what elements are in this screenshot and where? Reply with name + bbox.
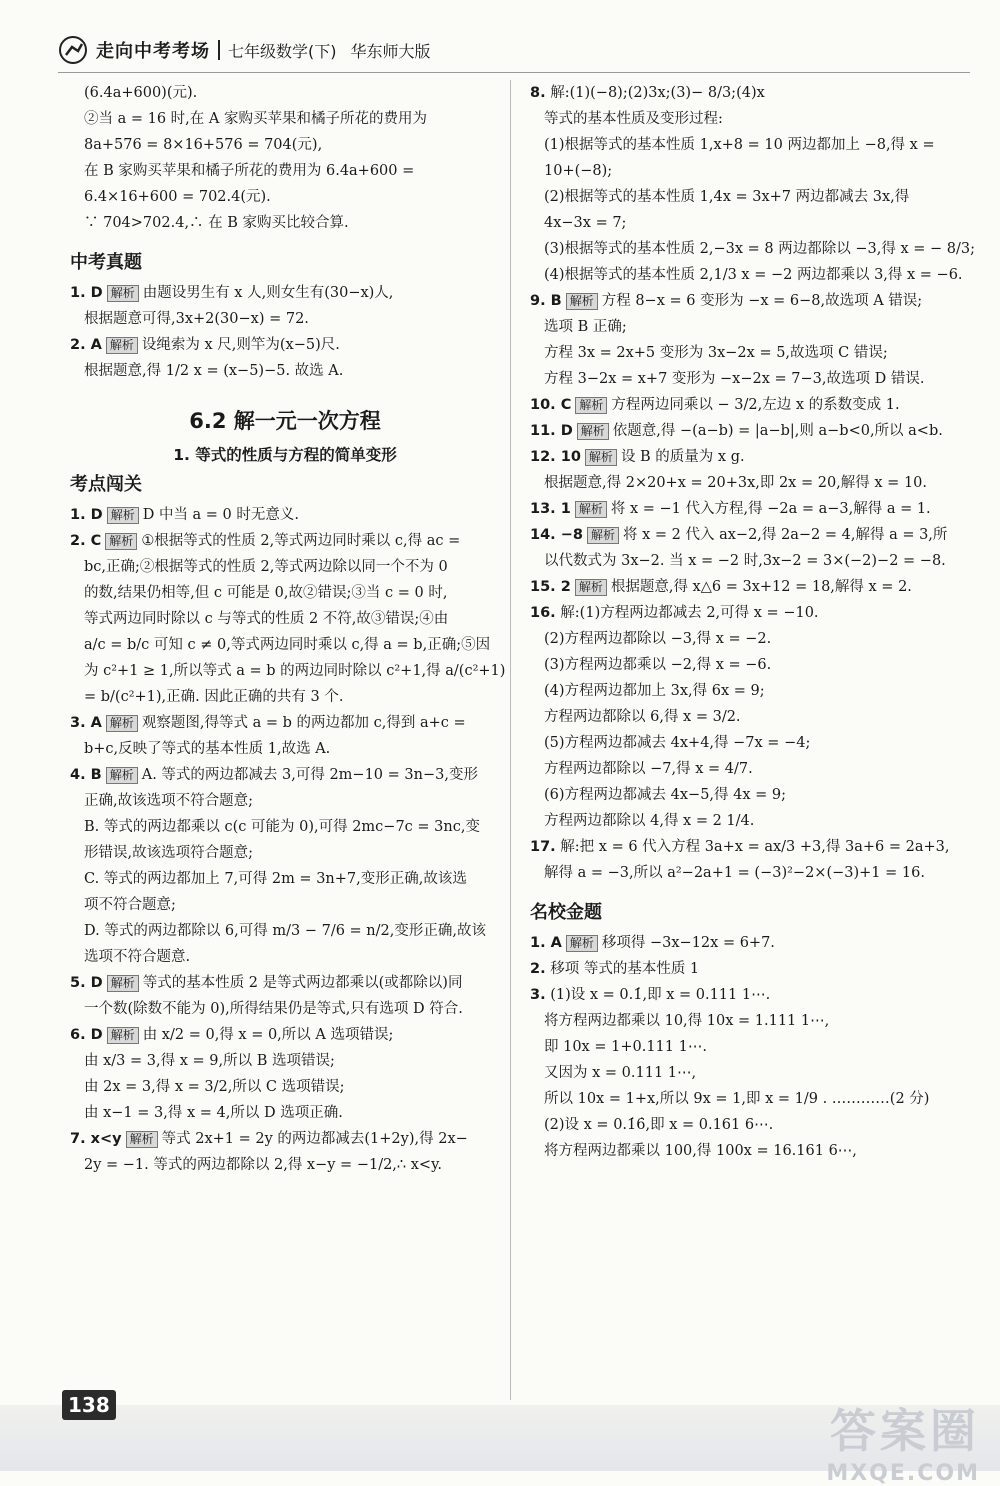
answer-number: 9. B (530, 293, 562, 309)
text-line: 8a+576 = 8×16+576 = 704(元), (84, 137, 323, 153)
answer-item (70, 970, 500, 996)
continued-solution (70, 80, 500, 236)
answer-item (530, 418, 970, 444)
runner-logo-icon (58, 35, 88, 65)
watermark-logo-text: 答案圈 (830, 1404, 980, 1458)
text-line (70, 996, 500, 1022)
text-line (70, 892, 500, 918)
answer-number: 1. D (70, 285, 103, 301)
text-line (530, 678, 970, 704)
text-line (70, 918, 500, 944)
answer-item (530, 392, 970, 418)
answer-number: 7. x<y (70, 1131, 122, 1147)
answer-text: (2)设 x = 0.1̇6̇,即 x = 0.161 6⋯. (544, 1117, 774, 1133)
answer-text: 由 x−1 = 3,得 x = 4,所以 D 选项正确. (84, 1105, 343, 1121)
answer-text: B. 等式的两边都乘以 c(c 可能为 0),可得 2mc−7c = 3nc,变 (84, 819, 480, 835)
answer-number: 16. (530, 605, 556, 621)
answer-text: 依题意,得 −(a−b) = |a−b|,则 a−b<0,所以 a<b. (612, 423, 943, 439)
answer-text: (5)方程两边都减去 4x+4,得 −7x = −4; (544, 735, 811, 751)
text-line (70, 1074, 500, 1100)
answer-text: 移项得 −3x−12x = 6+7. (601, 935, 775, 951)
answer-item (530, 574, 970, 600)
subject-label: 七年级数学(下) (228, 41, 337, 61)
answer-text: (3)方程两边都乘以 −2,得 x = −6. (544, 657, 772, 673)
text-line (70, 944, 500, 970)
answer-text: 设 B 的质量为 x g. (620, 449, 745, 465)
answer-text: 等式 2x+1 = 2y 的两边都减去(1+2y),得 2x− (161, 1131, 468, 1147)
text-line: 根据题意可得,3x+2(30−x) = 72. (84, 311, 309, 327)
text-line (530, 184, 970, 210)
answer-item (530, 956, 970, 982)
answer-text: 选项不符合题意. (84, 949, 191, 965)
text-line (530, 262, 970, 288)
analysis-tag: 解析 (587, 527, 619, 544)
answer-text: 方程两边都除以 −7,得 x = 4/7. (544, 761, 753, 777)
answer-number: 3. (530, 987, 546, 1003)
answer-number: 3. A (70, 715, 102, 731)
answer-number: 17. (530, 839, 556, 855)
answer-text: 移项 等式的基本性质 1 (550, 961, 700, 977)
right-column (530, 80, 975, 1164)
answer-number: 8. (530, 85, 546, 101)
text-line (530, 860, 970, 886)
answer-text: 方程两边都除以 4,得 x = 2 1/4. (544, 813, 755, 829)
answer-text: ①根据等式的性质 2,等式两边同时乘以 c,得 ac = (141, 533, 461, 549)
column-divider (510, 80, 511, 1400)
answer-text: D 中当 a = 0 时无意义. (142, 507, 300, 523)
text-line (530, 236, 975, 262)
answer-text: 又因为 x = 0.111 1⋯, (544, 1065, 697, 1081)
analysis-tag: 解析 (575, 397, 607, 414)
text-line (530, 808, 970, 834)
analysis-tag: 解析 (106, 715, 138, 732)
answer-item (70, 332, 500, 358)
answer-text: 解:(1)(−8);(2)3x;(3)− 8/3;(4)x (550, 85, 765, 101)
analysis-tag: 解析 (107, 975, 139, 992)
answer-number: 2. A (70, 337, 102, 353)
answer-text: (4)方程两边都加上 3x,得 6x = 9; (544, 683, 765, 699)
analysis-tag: 解析 (126, 1131, 158, 1148)
answer-text: 以代数式为 3x−2. 当 x = −2 时,3x−2 = 3×(−2)−2 = −8. (544, 553, 946, 569)
answer-text: 方程两边都除以 6,得 x = 3/2. (544, 709, 741, 725)
answer-text: 的数,结果仍相等,但 c 可能是 0,故②错误;③当 c = 0 时, (84, 585, 448, 601)
answer-text: (1)根据等式的基本性质 1,x+8 = 10 两边都加上 −8,得 x = (544, 137, 935, 153)
text-line (70, 814, 500, 840)
answer-number: 4. B (70, 767, 102, 783)
chapter-title: 6.2 解一元一次方程 (189, 409, 381, 433)
answer-text: 所以 10x = 1+x,所以 9x = 1,即 x = 1/9 . …………(2 分) (544, 1091, 930, 1107)
text-line (530, 314, 970, 340)
answer-text: 解:(1)方程两边都减去 2,可得 x = −10. (560, 605, 819, 621)
text-line (530, 1008, 970, 1034)
answer-number: 13. 1 (530, 501, 571, 517)
text-line (70, 840, 500, 866)
answer-item (530, 930, 970, 956)
answer-text: D. 等式的两边都除以 6,可得 m/3 − 7/6 = n/2,变形正确,故该 (84, 923, 486, 939)
answer-text: 将 x = −1 代入方程,得 −2a = a−3,解得 a = 1. (610, 501, 931, 517)
answer-text: bc,正确;②根据等式的性质 2,等式两边除以同一个不为 0 (84, 559, 448, 575)
publisher-label: 华东师大版 (350, 41, 431, 61)
analysis-tag: 解析 (106, 767, 138, 784)
text-line (70, 658, 506, 684)
answer-number: 1. D (70, 507, 103, 523)
text-line: 6.4×16+600 = 702.4(元). (84, 189, 271, 205)
answer-item (530, 496, 970, 522)
answer-number: 12. 10 (530, 449, 581, 465)
text-line (530, 210, 970, 236)
answer-item (70, 1126, 500, 1152)
text-line (70, 1152, 500, 1178)
analysis-tag: 解析 (575, 579, 607, 596)
text-line (530, 132, 970, 158)
text-line (70, 1100, 500, 1126)
text-line (70, 1048, 500, 1074)
answer-item (530, 288, 970, 314)
text-line (70, 684, 500, 710)
text-line (530, 1060, 970, 1086)
lesson-title: 1. 等式的性质与方程的简单变形 (173, 446, 397, 464)
answer-number: 14. −8 (530, 527, 583, 543)
answer-item (530, 600, 970, 626)
answer-text: 等式两边同时除以 c 与等式的性质 2 不符,故③错误;④由 (84, 611, 449, 627)
text-line (530, 1086, 970, 1112)
answer-text: b+c,反映了等式的基本性质 1,故选 A. (84, 741, 331, 757)
answer-item (70, 762, 500, 788)
answer-item (530, 522, 970, 548)
answer-item (530, 834, 970, 860)
section-title-mingxiao: 名校金题 (530, 902, 602, 923)
text-line (530, 704, 970, 730)
answer-number: 5. D (70, 975, 103, 991)
text-line (70, 866, 500, 892)
analysis-tag: 解析 (566, 293, 598, 310)
answer-text: 解:把 x = 6 代入方程 3a+x = ax/3 +3,得 3a+6 = 2a+3, (560, 839, 950, 855)
analysis-tag: 解析 (585, 449, 617, 466)
answer-item (530, 444, 970, 470)
answer-text: 等式的基本性质 2 是等式两边都乘以(或都除以)同 (142, 975, 463, 991)
answer-text: 方程 3x = 2x+5 变形为 3x−2x = 5,故选项 C 错误; (544, 345, 888, 361)
text-line (530, 366, 970, 392)
mingxiao-answer-list (530, 930, 970, 1164)
text-line: 根据题意,得 1/2 x = (x−5)−5. 故选 A. (84, 363, 344, 379)
left-answer-list (70, 502, 506, 1178)
answer-text: 一个数(除数不能为 0),所得结果仍是等式,只有选项 D 符合. (84, 1001, 463, 1017)
section-title-kaodian: 考点闯关 (70, 474, 142, 495)
watermark-url: MXQE.COM (826, 1461, 980, 1486)
answer-text: 为 c²+1 ≥ 1,所以等式 a = b 的两边同时除以 c²+1,得 a/(c²+1) (84, 663, 506, 679)
text-line: ∵ 704>702.4,∴ 在 B 家购买比较合算. (84, 215, 349, 231)
answer-text: 方程两边同乘以 − 3/2,左边 x 的系数变成 1. (611, 397, 900, 413)
answer-number: 2. (530, 961, 546, 977)
text-line (70, 736, 500, 762)
analysis-tag: 解析 (107, 285, 139, 302)
text-line (530, 782, 970, 808)
answer-text: A. 等式的两边都减去 3,可得 2m−10 = 3n−3,变形 (141, 767, 478, 783)
answer-text: C. 等式的两边都加上 7,可得 2m = 3n+7,变形正确,故该选 (84, 871, 467, 887)
answer-text: 形错误,故该选项符合题意; (84, 845, 253, 861)
text-line (70, 606, 500, 632)
section-title-zhongkao: 中考真题 (70, 252, 142, 273)
analysis-tag: 解析 (107, 1027, 139, 1044)
answer-text: 等式的基本性质及变形过程: (544, 111, 723, 127)
text-line: ②当 a = 16 时,在 A 家购买苹果和橘子所花的费用为 (84, 111, 427, 127)
analysis-tag: 解析 (107, 507, 139, 524)
answer-text: 根据题意,得 2×20+x = 20+3x,即 2x = 20,解得 x = 10. (544, 475, 928, 491)
analysis-tag: 解析 (106, 337, 138, 354)
answer-text: 正确,故该选项不符合题意; (84, 793, 253, 809)
answer-text: a/c = b/c 可知 c ≠ 0,等式两边同时乘以 c,得 a = b,正确;⑤因 (84, 637, 491, 653)
answer-item (70, 528, 500, 554)
answer-number: 2. C (70, 533, 102, 549)
answer-text: 将方程两边都乘以 10,得 10x = 1.111 1⋯, (544, 1013, 830, 1029)
answer-text: (2)方程两边都除以 −3,得 x = −2. (544, 631, 772, 647)
page-number: 138 (62, 1390, 116, 1420)
answer-text: 由题设男生有 x 人,则女生有(30−x)人, (142, 285, 394, 301)
text-line (530, 106, 970, 132)
answer-text: (4)根据等式的基本性质 2,1/3 x = −2 两边都乘以 3,得 x = −6. (544, 267, 963, 283)
answer-text: 观察题图,得等式 a = b 的两边都加 c,得到 a+c = (141, 715, 466, 731)
text-line: 在 B 家购买苹果和橘子所花的费用为 6.4a+600 = (84, 163, 415, 179)
text-line (70, 788, 500, 814)
answer-text: 解得 a = −3,所以 a²−2a+1 = (−3)²−2×(−3)+1 = 16. (544, 865, 925, 881)
text-line (530, 1034, 970, 1060)
answer-item (70, 1022, 500, 1048)
answer-number: 11. D (530, 423, 573, 439)
answer-text: 由 x/2 = 0,得 x = 0,所以 A 选项错误; (142, 1027, 394, 1043)
text-line (530, 1138, 970, 1164)
answer-number: 6. D (70, 1027, 103, 1043)
answer-text: = b/(c²+1),正确. 因此正确的共有 3 个. (84, 689, 344, 705)
text-line (530, 1112, 970, 1138)
right-answer-list (530, 80, 975, 886)
answer-text: 10+(−8); (544, 163, 613, 179)
analysis-tag: 解析 (566, 935, 598, 952)
text-line: (6.4a+600)(元). (84, 85, 198, 101)
answer-text: 项不符合题意; (84, 897, 176, 913)
answer-number: 1. A (530, 935, 562, 951)
answer-text: 由 x/3 = 3,得 x = 9,所以 B 选项错误; (84, 1053, 335, 1069)
answer-text: (2)根据等式的基本性质 1,4x = 3x+7 两边都减去 3x,得 (544, 189, 910, 205)
text-line (530, 548, 970, 574)
answer-item (70, 280, 500, 306)
page-header (58, 30, 431, 70)
answer-text: (6)方程两边都减去 4x−5,得 4x = 9; (544, 787, 787, 803)
answer-text: 2y = −1. 等式的两边都除以 2,得 x−y = −1/2,∴ x<y. (84, 1157, 442, 1173)
analysis-tag: 解析 (105, 533, 137, 550)
text-line (530, 756, 970, 782)
text-line (530, 730, 970, 756)
answer-text: 根据题意,得 x△6 = 3x+12 = 18,解得 x = 2. (610, 579, 912, 595)
left-column (70, 80, 506, 1178)
text-line (70, 632, 500, 658)
text-line (530, 340, 970, 366)
answer-item (70, 710, 500, 736)
answer-text: (1)设 x = 0.1̇,即 x = 0.111 1⋯. (550, 987, 771, 1003)
answer-text: 由 2x = 3,得 x = 3/2,所以 C 选项错误; (84, 1079, 345, 1095)
answer-text: 4x−3x = 7; (544, 215, 627, 231)
answer-number: 10. C (530, 397, 572, 413)
brand-title: 走向中考考场 (96, 41, 210, 62)
analysis-tag: 解析 (575, 501, 607, 518)
answer-text: 将方程两边都乘以 100,得 100x = 16.161 6⋯, (544, 1143, 857, 1159)
answer-text: 方程 8−x = 6 变形为 −x = 6−8,故选项 A 错误; (601, 293, 923, 309)
text-line (530, 652, 970, 678)
text-line (530, 158, 970, 184)
answer-text: (3)根据等式的基本性质 2,−3x = 8 两边都除以 −3,得 x = − 8/3; (544, 241, 975, 257)
text-line (530, 626, 970, 652)
answer-text: 将 x = 2 代入 ax−2,得 2a−2 = 4,解得 a = 3,所 (623, 527, 948, 543)
answer-text: 设绳索为 x 尺,则竿为(x−5)尺. (141, 337, 340, 353)
answer-number: 15. 2 (530, 579, 571, 595)
answer-text: 选项 B 正确; (544, 319, 627, 335)
answer-item (70, 502, 500, 528)
answer-item (530, 80, 970, 106)
text-line (70, 580, 500, 606)
answer-text: 方程 3−2x = x+7 变形为 −x−2x = 7−3,故选项 D 错误. (544, 371, 925, 387)
text-line (70, 554, 500, 580)
header-rule (58, 72, 970, 73)
watermark (826, 1395, 980, 1486)
answer-text: 即 10x = 1+0.111 1⋯. (544, 1039, 707, 1055)
text-line (530, 470, 970, 496)
answer-item (530, 982, 970, 1008)
analysis-tag: 解析 (577, 423, 609, 440)
header-separator (218, 40, 220, 60)
